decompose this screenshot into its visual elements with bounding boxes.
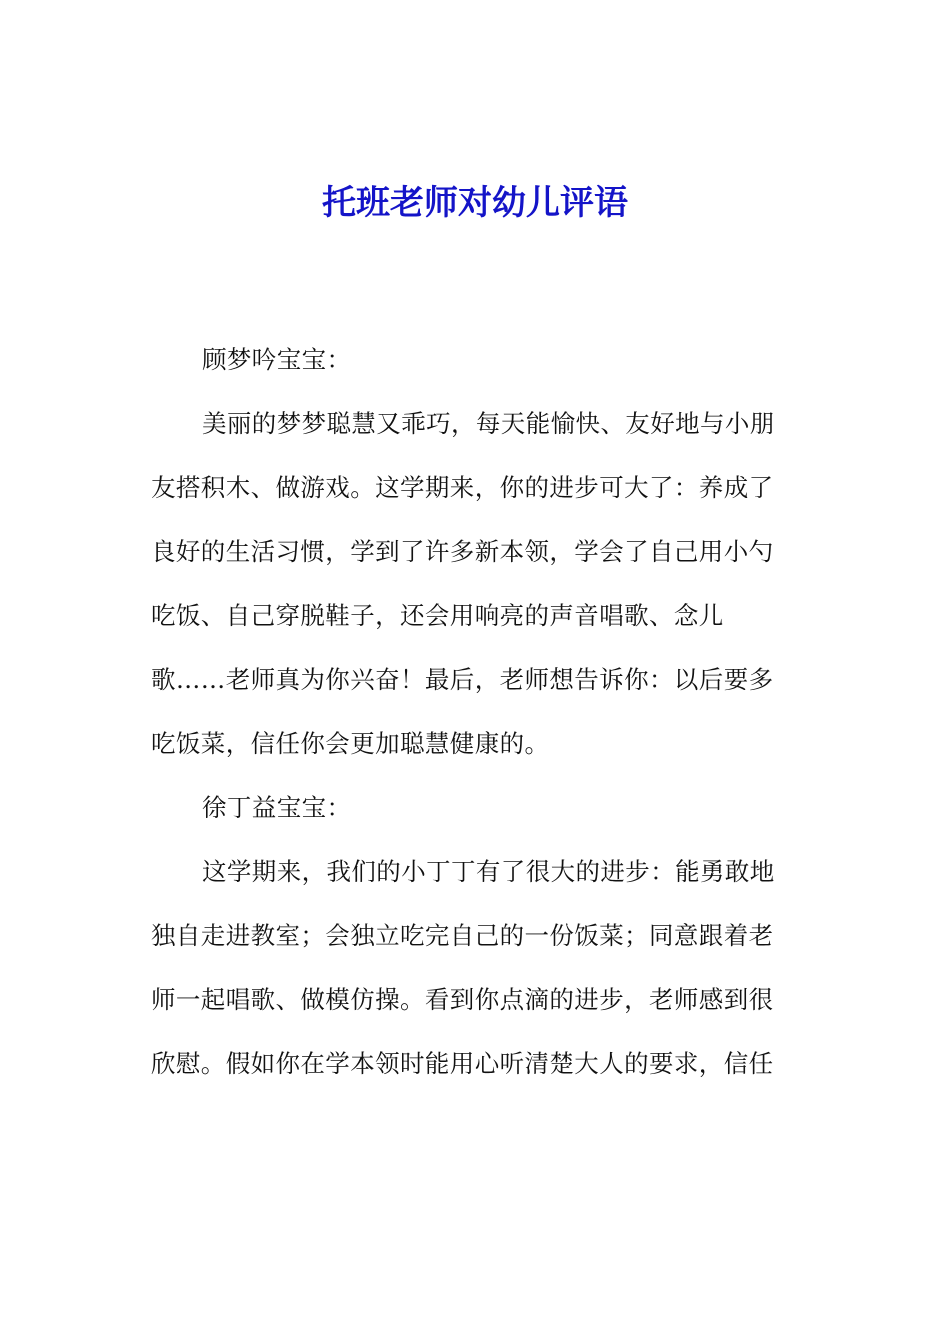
paragraph-greeting-1: 顾梦吟宝宝： xyxy=(202,345,352,374)
paragraph-comment-2: 这学期来，我们的小丁丁有了很大的进步：能勇敢地独自走进教室；会独立吃完自己的一份饭菜；同意跟着老师一起唱歌、做模仿操。看到你点滴的进步，老师感到很欣慰。假如你在学本领时能用心听清楚大人的要求，信任 xyxy=(151,857,775,1078)
paragraph-greeting-2: 徐丁益宝宝： xyxy=(202,793,352,822)
document-body xyxy=(151,328,796,1096)
paragraph-comment-1: 美丽的梦梦聪慧又乖巧，每天能愉快、友好地与小朋友搭积木、做游戏。这学期来，你的进步可大了：养成了良好的生活习惯，学到了许多新本领，学会了自己用小勺吃饭、自己穿脱鞋子，还会用响亮的声音唱歌、念儿歌……老师真为你兴奋！最后，老师想告诉你：以后要多吃饭菜，信任你会更加聪慧健康的。 xyxy=(151,409,775,758)
document-title: 托班老师对幼儿评语 xyxy=(322,183,628,223)
